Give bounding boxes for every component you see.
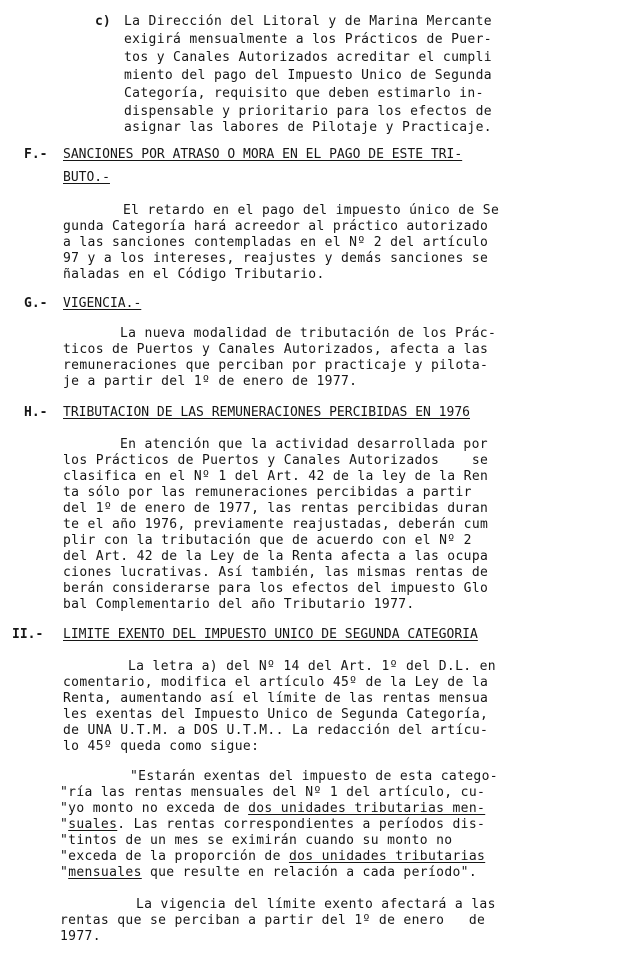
section-h-line: ciones lucrativas. Así también, las mismas rentas de <box>63 565 489 580</box>
section-ii-heading: LIMITE EXENTO DEL IMPUESTO UNICO DE SEGUNDA CATEGORIA <box>63 627 478 642</box>
section-f-label: F.- <box>24 147 48 162</box>
section-ii-line: les exentas del Impuesto Unico de Segunda Categoría, <box>63 707 489 722</box>
underlined-phrase: mensuales <box>68 865 142 880</box>
underlined-phrase: suales <box>68 817 118 832</box>
para-c-line: tos y Canales Autorizados acreditar el cumpli <box>124 50 492 65</box>
section-ii-line: Renta, aumentando así el límite de las rentas mensua <box>63 691 489 706</box>
quote-text: que resulte en relación a cada período". <box>141 865 478 880</box>
section-h-line: berán considerarse para los efectos del impuesto Glo <box>63 581 489 596</box>
section-h-line: bal Complementario del año Tributario 1977. <box>63 597 415 612</box>
section-f-line: 97 y a los intereses, reajustes y demás sanciones se <box>63 251 489 266</box>
section-h-line: del Art. 42 de la Ley de la Renta afecta a las ocupa <box>63 549 489 564</box>
quote-mark: " <box>60 817 69 832</box>
quote-mark: " <box>60 865 69 880</box>
quote-line <box>60 849 485 865</box>
para-c-line: asignar las labores de Pilotaje y Practicaje. <box>124 120 492 135</box>
section-ii-line: lo 45º queda como sigue: <box>63 739 260 754</box>
quote-line: "ría las rentas mensuales del Nº 1 del artículo, cu- <box>60 785 486 800</box>
section-f-heading: SANCIONES POR ATRASO O MORA EN EL PAGO DE ESTE TRI- <box>63 147 463 162</box>
para-c-label: c) <box>95 14 111 29</box>
section-g-line: je a partir del 1º de enero de 1977. <box>63 374 358 389</box>
section-h-line: los Prácticos de Puertos y Canales Autorizados se <box>63 453 489 468</box>
section-g-line: La nueva modalidad de tributación de los Prác- <box>120 326 497 341</box>
section-h-heading: TRIBUTACION DE LAS REMUNERACIONES PERCIBIDAS EN 1976 <box>63 405 470 420</box>
closing-line: rentas que se perciban a partir del 1º de enero de <box>60 913 486 928</box>
section-h-line: del 1º de enero de 1977, las rentas percibidas duran <box>63 501 489 516</box>
underlined-phrase: dos unidades tributarias men- <box>248 801 486 816</box>
section-h-line: plir con la tributación que de acuerdo con el Nº 2 <box>63 533 472 548</box>
quote-text: "exceda de la proporción de <box>60 849 289 864</box>
section-f-line: El retardo en el pago del impuesto único de Se <box>123 203 500 218</box>
section-ii-line: de UNA U.T.M. a DOS U.T.M.. La redacción del artícu- <box>63 723 489 738</box>
quote-line <box>60 817 485 833</box>
section-h-line: clasifica en el Nº 1 del Art. 42 de la ley de la Ren <box>63 469 489 484</box>
section-h-line: te el año 1976, previamente reajustadas, deberán cum <box>63 517 489 532</box>
quote-line <box>60 801 485 817</box>
para-c-line: exigirá mensualmente a los Prácticos de Puer- <box>124 32 492 47</box>
section-g-heading: VIGENCIA.- <box>63 296 142 311</box>
underlined-phrase: dos unidades tributarias <box>288 849 486 864</box>
section-ii-line: La letra a) del Nº 14 del Art. 1º del D.L. en <box>128 659 496 674</box>
section-h-line: En atención que la actividad desarrollada por <box>120 437 488 452</box>
section-f-heading-cont: BUTO.- <box>63 170 110 185</box>
para-c-line: dispensable y prioritario para los efectos de <box>124 104 492 119</box>
section-ii-label: II.- <box>12 627 44 642</box>
para-c-line: Categoría, requisito que deben estimarlo in- <box>124 86 484 101</box>
quote-line <box>60 865 477 881</box>
closing-line: 1977. <box>60 929 101 944</box>
section-g-label: G.- <box>24 296 48 311</box>
quote-text: . Las rentas correspondientes a períodos dis- <box>117 817 486 832</box>
section-ii-line: comentario, modifica el artículo 45º de la Ley de la <box>63 675 489 690</box>
para-c-line: La Dirección del Litoral y de Marina Mercante <box>124 14 492 29</box>
quote-text: "yo monto no exceda de <box>60 801 249 816</box>
quote-line: "tintos de un mes se eximirán cuando su monto no <box>60 833 453 848</box>
para-c-line: miento del pago del Impuesto Unico de Segunda <box>124 68 492 83</box>
closing-line: La vigencia del límite exento afectará a las <box>136 897 496 912</box>
section-f-line: a las sanciones contempladas en el Nº 2 del artículo <box>63 235 489 250</box>
section-h-label: H.- <box>24 405 48 420</box>
section-f-line: ñaladas en el Código Tributario. <box>63 267 325 282</box>
section-h-line: ta sólo por las remuneraciones percibidas a partir <box>63 485 472 500</box>
section-f-line: gunda Categoría hará acreedor al práctico autorizado <box>63 219 489 234</box>
quote-line: "Estarán exentas del impuesto de esta catego- <box>130 769 498 784</box>
section-g-line: ticos de Puertos y Canales Autorizados, afecta a las <box>63 342 489 357</box>
section-g-line: remuneraciones que perciban por practicaje y pilota- <box>63 358 489 373</box>
